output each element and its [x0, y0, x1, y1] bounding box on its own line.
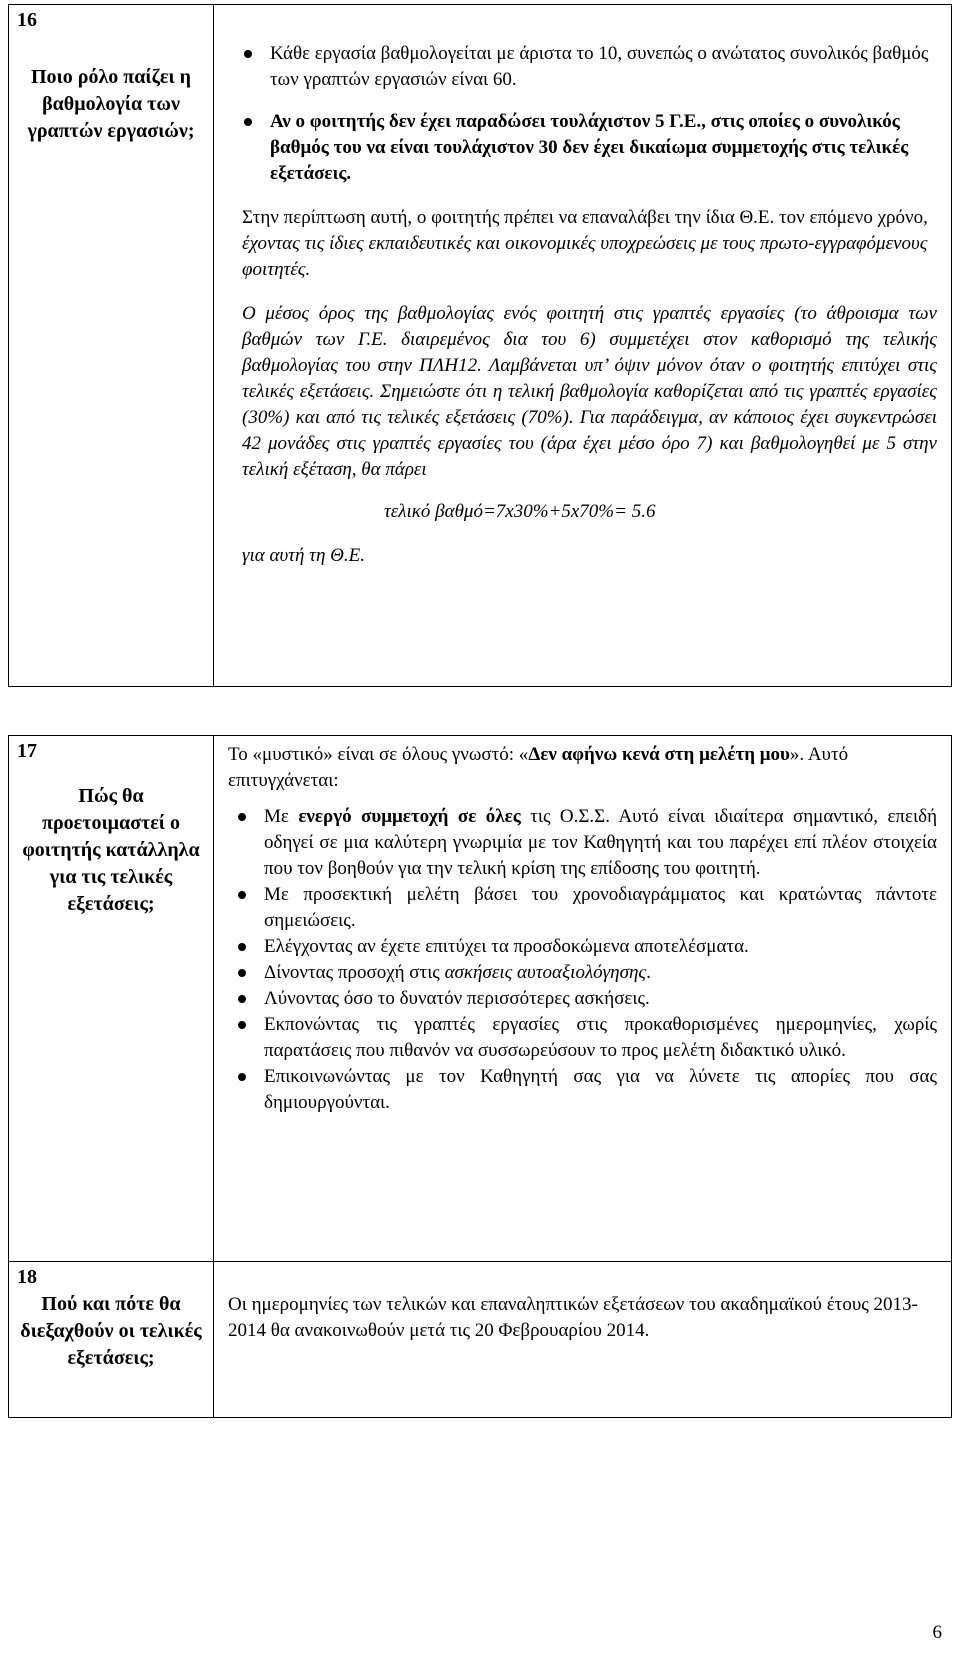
- list-item: Ελέγχοντας αν έχετε επιτύχει τα προσδοκώμενα αποτελέσματα.: [228, 934, 937, 960]
- answer-text: Οι ημερομηνίες των τελικών και επαναληπτικών εξετάσεων του ακαδημαϊκού έτους 2013-2014 θα ανακοινωθούν μετά τις 20 Φεβρουαρίου 2014.: [228, 1294, 918, 1341]
- item-text: Δίνοντας προσοχή στις: [264, 962, 445, 983]
- question-cell-16: [9, 5, 214, 687]
- study-tips-list: [228, 804, 937, 1116]
- item-text: τις Ο.Σ.Σ. Αυτό είναι ιδιαίτερα σημαντικό, επειδή οδηγεί σε μια καλύτερη γνωριμία με τον Καθηγητή και του παρέχει επί πλέον στοιχεία που τον βοηθούν για την τελική κρίση της επίδοσης του φοιτητή.: [264, 806, 938, 879]
- list-item: Κάθε εργασία βαθμολογείται με άριστα το 10, συνεπώς ο ανώτατος συνολικός βαθμός των γραπτών εργασιών είναι 60.: [234, 41, 937, 93]
- item-text-bold: ενεργό συμμετοχή σε όλες: [298, 806, 521, 827]
- page-number: 6: [932, 1622, 942, 1643]
- answer-cell-16: [214, 5, 952, 687]
- faq-table-17-18: [8, 735, 952, 1418]
- intro-pre: Το «μυστικό» είναι σε όλους γνωστό: «: [228, 744, 529, 765]
- rules-list: [234, 41, 937, 187]
- intro-bold: Δεν αφήνω κενά στη μελέτη μου: [528, 744, 790, 765]
- item-text: Με: [264, 806, 299, 827]
- list-item: [228, 804, 937, 882]
- intro-post: ». Αυτό επιτυγχάνεται:: [228, 744, 849, 791]
- closing-text: για αυτή τη Θ.Ε.: [242, 545, 365, 566]
- list-item: [228, 960, 937, 986]
- list-item: Με προσεκτική μελέτη βάσει του χρονοδιαγράμματος και κρατώντας πάντοτε σημειώσεις.: [228, 882, 937, 934]
- list-item: Αν ο φοιτητής δεν έχει παραδώσει τουλάχιστον 5 Γ.Ε., στις οποίες ο συνολικός βαθμός του να είναι τουλάχιστον 30 δεν έχει δικαίωμα συμμετοχής στις τελικές εξετάσεις.: [234, 109, 937, 187]
- question-text: Πού και πότε θα διεξαχθούν οι τελικές εξετάσεις;: [20, 1293, 202, 1369]
- list-item: Επικοινωνώντας με τον Καθηγητή σας για να λύνετε τις απορίες που σας δημιουργούνται.: [228, 1064, 937, 1116]
- intro-text: [228, 742, 937, 794]
- item-text-italic: ασκήσεις αυτοαξιολόγησης: [444, 962, 647, 983]
- question-number: 16: [17, 9, 37, 31]
- item-text: .: [646, 962, 651, 983]
- question-number: 17: [17, 740, 37, 762]
- paragraph-text: Στην περίπτωση αυτή, ο φοιτητής πρέπει να επαναλάβει την ίδια Θ.Ε. τον επόμενο χρόνο,: [242, 207, 928, 228]
- repeat-course-paragraph: [234, 205, 937, 283]
- grading-paragraph: Ο μέσος όρος της βαθμολογίας ενός φοιτητή στις γραπτές εργασίες (το άθροισμα των βαθμών των Γ.Ε. διαιρεμένος δια του 6) συμμετέχει στον καθορισμό της τελικής βαθμολογίας του στην ΠΛΗ12. Λαμβάνεται υπ’ όψιν μόνον όταν ο φοιτητής επιτύχει στις τελικές εξετάσεις. Σημειώστε ότι η τελική βαθμολογία καθορίζεται από τις γραπτές εργασίες (30%) και από τις τελικές εξετάσεις (70%). Για παράδειγμα, αν κάποιος έχει συγκεντρώσει 42 μονάδες στις γραπτές εργασίες του (άρα έχει μέσο όρο 7) και βαθμολογηθεί με 5 στην τελική εξέταση, θα πάρει: [242, 303, 937, 480]
- question-text: Πώς θα προετοιμαστεί ο φοιτητής κατάλληλα για τις τελικές εξετάσεις;: [22, 785, 200, 915]
- list-item: Εκπονώντας τις γραπτές εργασίες στις προκαθορισμένες ημερομηνίες, χωρίς παρατάσεις που πιθανόν να συσσωρεύσουν το προς μελέτη διδακτικό υλικό.: [228, 1012, 937, 1064]
- question-cell-18: [9, 1262, 214, 1418]
- list-item: Λύνοντας όσο το δυνατόν περισσότερες ασκήσεις.: [228, 986, 937, 1012]
- paragraph-text-italic: έχοντας τις ίδιες εκπαιδευτικές και οικονομικές υποχρεώσεις με τους πρωτο-εγγραφόμενους φοιτητές.: [242, 233, 928, 280]
- answer-cell-17: [214, 736, 952, 1262]
- question-cell-17: [9, 736, 214, 1262]
- answer-cell-18: [214, 1262, 952, 1418]
- question-number: 18: [17, 1266, 37, 1288]
- formula: τελικό βαθμό=7x30%+5x70%= 5.6: [384, 501, 656, 522]
- question-text: Ποιο ρόλο παίζει η βαθμολογία των γραπτών εργασιών;: [27, 66, 195, 142]
- faq-table-16: [8, 4, 952, 687]
